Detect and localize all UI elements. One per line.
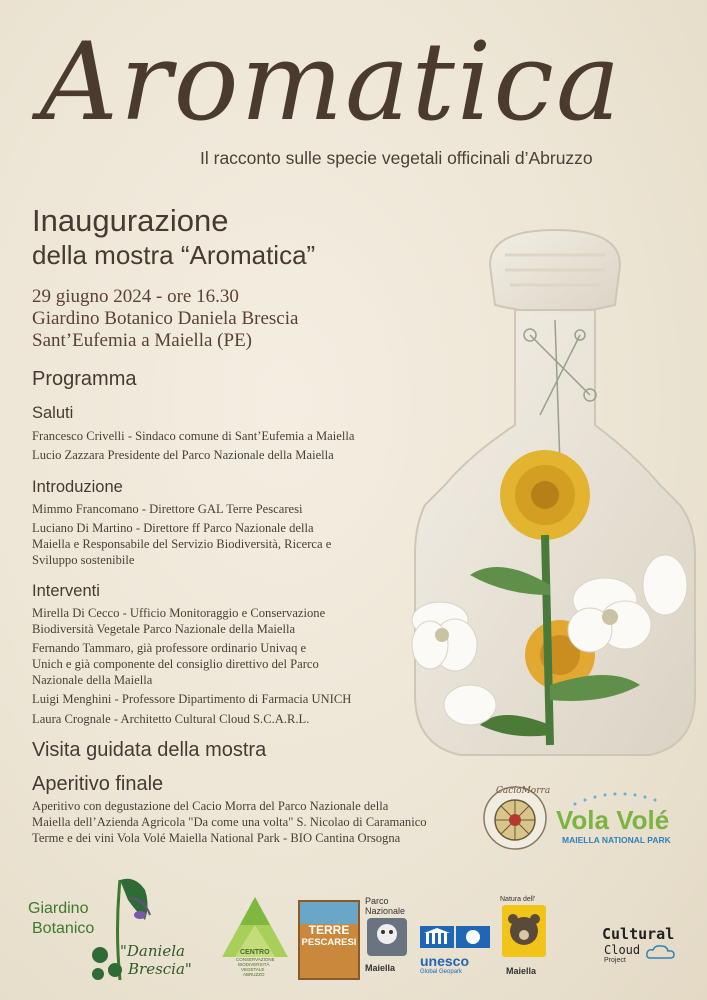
natura-line2: Maiella: [506, 966, 537, 976]
cultural-cloud-logo: [602, 926, 682, 980]
interventi-title: Interventi: [32, 582, 100, 600]
visita-title: Visita guidata della mostra: [32, 739, 267, 761]
unesco-sub: Global Geopark: [420, 969, 463, 975]
program-title: Programma: [32, 368, 137, 390]
giardino-line3: "Daniela: [120, 942, 185, 960]
giardino-botanico-logo: [20, 870, 195, 985]
bear-icon: [365, 916, 409, 958]
cultural-line3: Project: [604, 957, 626, 964]
aperitivo-title: Aperitivo finale: [32, 773, 164, 795]
giardino-line2: Botanico: [32, 920, 95, 937]
event-town: Sant’Eufemia a Maiella (PE): [32, 330, 253, 351]
cultural-line1: Cultural: [602, 925, 675, 943]
parco-line1: Parco: [365, 896, 389, 906]
interventi-item: Nazionale della Maiella: [32, 673, 153, 687]
introduzione-title: Introduzione: [32, 478, 123, 496]
natura-maiella-logo: [500, 896, 550, 978]
interventi-item: Fernando Tammaro, già professore ordinario Univaq e: [32, 641, 307, 655]
giardino-line1: Giardino: [28, 900, 89, 917]
terre-line2: PESCARESI: [301, 937, 357, 948]
interventi-item: Mirella Di Cecco - Ufficio Monitoraggio e Conservazione: [32, 606, 326, 620]
event-date: 29 giugno 2024 - ore 16.30: [32, 286, 239, 307]
event-heading: Inaugurazione: [32, 203, 229, 238]
centro-sub1: CONSERVAZIONE: [236, 957, 275, 962]
poster-subtitle: Il racconto sulle specie vegetali officinali d’Abruzzo: [200, 148, 593, 168]
introduzione-item: Maiella e Responsabile del Servizio Biodiversità, Ricerca e: [32, 537, 332, 551]
cacio-morra-label: CacioMorra: [496, 786, 551, 796]
cloud-icon: [646, 944, 676, 960]
centro-sub2: BIODIVERSITÀ: [238, 962, 270, 967]
centro-sub3: VEGETALE: [241, 967, 265, 972]
bottle-illustration: [410, 225, 700, 765]
terre-pescaresi-logo: [298, 900, 360, 980]
saluti-title: Saluti: [32, 404, 74, 422]
parco-line3: Maiella: [365, 963, 396, 973]
interventi-item: Laura Crognale - Architetto Cultural Cloud S.C.A.R.L.: [32, 712, 310, 726]
saluti-item: Lucio Zazzara Presidente del Parco Nazionale della Maiella: [32, 448, 334, 462]
aperitivo-item: Terme e dei vini Vola Volé Maiella National Park - BIO Cantina Orsogna: [32, 831, 401, 845]
aperitivo-item: Maiella dell’Azienda Agricola "Da come una volta" S. Nicolao di Caramanico: [32, 815, 427, 829]
yellow-flower-top: [500, 450, 590, 540]
unesco-temple-icon: [420, 926, 490, 948]
event-subheading: della mostra “Aromatica”: [32, 240, 316, 270]
interventi-item: Unich e già componente del consiglio direttivo del Parco: [32, 657, 319, 671]
saluti-item: Francesco Crivelli - Sindaco comune di Sant’Eufemia a Maiella: [32, 429, 355, 443]
giardino-line4: Brescia": [128, 960, 192, 978]
poster-title: Aromatica: [40, 20, 623, 145]
natura-line1: Natura dell': [500, 896, 536, 903]
parco-line2: Nazionale: [365, 906, 406, 916]
unesco-logo: [420, 926, 492, 978]
unesco-label: unesco: [420, 953, 470, 969]
introduzione-item: Luciano Di Martino - Direttore ff Parco Nazionale della: [32, 521, 314, 535]
aperitivo-item: Aperitivo con degustazione del Cacio Morra del Parco Nazionale della: [32, 799, 389, 813]
centro-sub4: ABRUZZO: [243, 972, 265, 977]
vola-vole-logo: Vola Volé: [556, 805, 670, 835]
introduzione-item: Mimmo Francomano - Direttore GAL Terre Pescaresi: [32, 502, 303, 516]
bear-face-icon: [500, 903, 548, 959]
cultural-line2: Cloud: [604, 943, 641, 957]
centro-label: CENTRO: [240, 949, 270, 956]
interventi-item: Biodiversità Vegetale Parco Nazionale della Maiella: [32, 622, 296, 636]
introduzione-item: Sviluppo sostenibile: [32, 553, 135, 567]
terre-line1: TERRE: [308, 923, 350, 937]
event-place: Giardino Botanico Daniela Brescia: [32, 308, 299, 329]
interventi-item: Luigi Menghini - Professore Dipartimento di Farmacia UNICH: [32, 692, 352, 706]
dots-arc-icon: [570, 790, 670, 808]
parco-nazionale-logo: [365, 896, 411, 978]
vola-vole-sub: MAIELLA NATIONAL PARK: [562, 835, 671, 845]
